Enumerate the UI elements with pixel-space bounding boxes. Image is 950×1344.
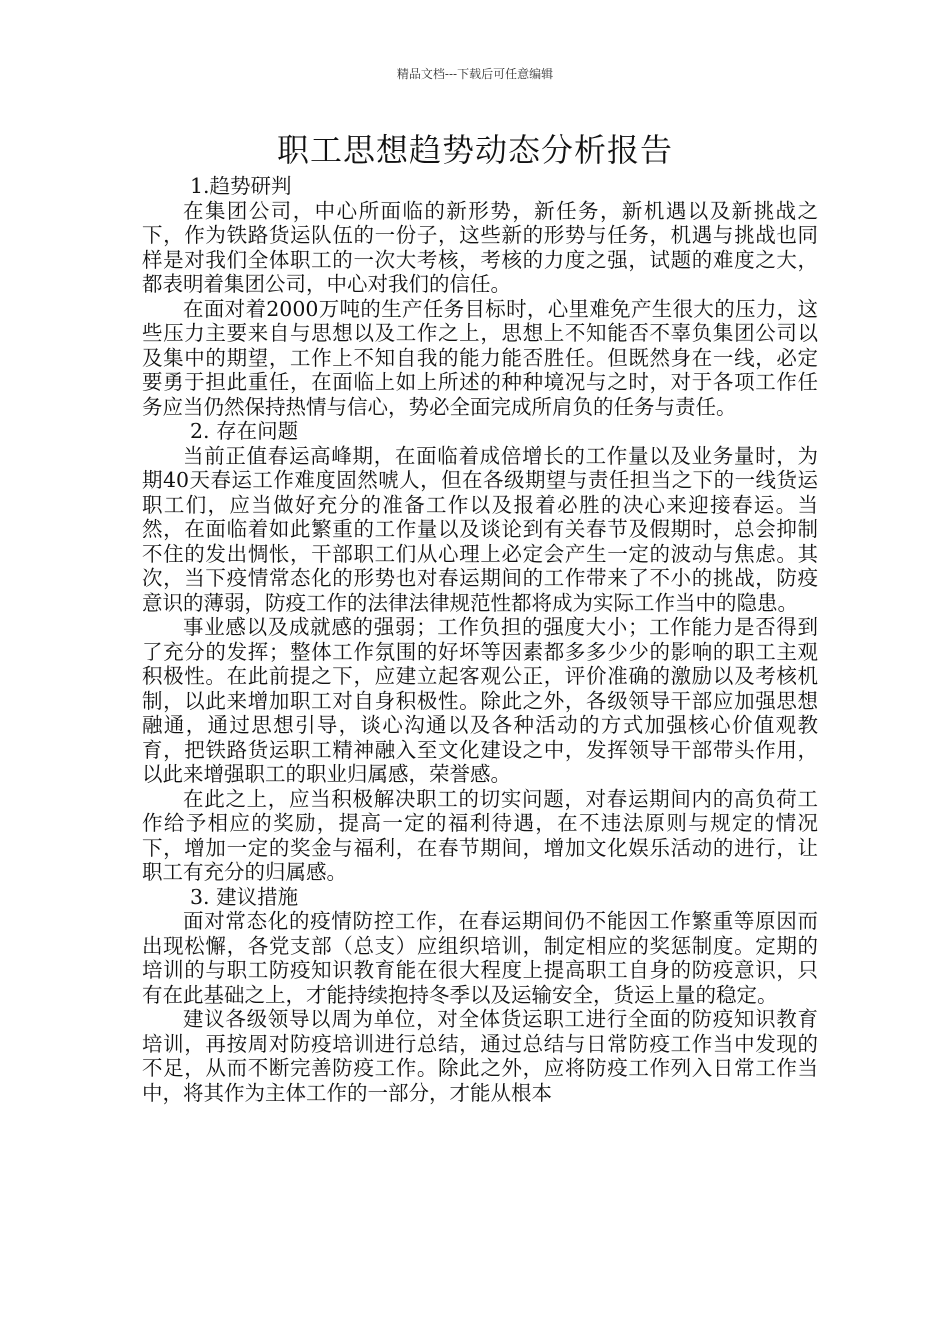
paragraph: 面对常态化的疫情防控工作，在春运期间仍不能因工作繁重等原因而出现松懈，各党支部（总支）应组织培训，制定相应的奖惩制度。定期的培训的与职工防疫知识教育能在很大程度上提高职工自身的防疫意识，只有在此基础之上，才能持续抱持冬季以及运输安全，货运上量的稳定。: [142, 909, 818, 1007]
document-body: [142, 174, 818, 1105]
paragraph: 在面对着2000万吨的生产任务目标时，心里难免产生很大的压力，这些压力主要来自与思想以及工作之上，思想上不知能否不辜负集团公司以及集中的期望，工作上不知自我的能力能否胜任。但既然身在一线，必定要勇于担此重任，在面临上如上所述的种种境况与之时，对于各项工作任务应当仍然保持热情与信心，势必全面完成所肩负的任务与责任。: [142, 296, 818, 419]
paragraph: 事业感以及成就感的强弱；工作负担的强度大小；工作能力是否得到了充分的发挥；整体工作氛围的好坏等因素都多多少少的影响的职工主观积极性。在此前提之下，应建立起客观公正，评价准确的激励以及考核机制，以此来增加职工对自身积极性。除此之外，各级领导干部应加强思想融通，通过思想引导，谈心沟通以及各种活动的方式加强核心价值观教育，把铁路货运职工精神融入至文化建设之中，发挥领导干部带头作用，以此来增强职工的职业归属感，荣誉感。: [142, 615, 818, 786]
document-title: 职工思想趋势动态分析报告: [276, 131, 673, 169]
paragraph: 建议各级领导以周为单位，对全体货运职工进行全面的防疫知识教育培训，再按周对防疫培训进行总结，通过总结与日常防疫工作当中发现的不足，从而不断完善防疫工作。除此之外，应将防疫工作列入日常工作当中，将其作为主体工作的一部分，才能从根本: [142, 1007, 818, 1105]
paragraph: 在此之上，应当积极解决职工的切实问题，对春运期间内的高负荷工作给予相应的奖励，提高一定的福利待遇，在不违法原则与规定的情况下，增加一定的奖金与福利，在春节期间，增加文化娱乐活动的进行，让职工有充分的归属感。: [142, 786, 818, 884]
header-note: 精品文档---下载后可任意编辑: [396, 67, 554, 81]
paragraph: 当前正值春运高峰期，在面临着成倍增长的工作量以及业务量时，为期40天春运工作难度固然唬人，但在各级期望与责任担当之下的一线货运职工们，应当做好充分的准备工作以及报着必胜的决心来迎接春运。当然，在面临着如此繁重的工作量以及谈论到有关春节及假期时，总会抑制不住的发出惆怅，干部职工们从心理上必定会产生一定的波动与焦虑。其次，当下疫情常态化的形势也对春运期间的工作带来了不小的挑战，防疫意识的薄弱，防疫工作的法律法律规范性都将成为实际工作当中的隐患。: [142, 443, 818, 615]
section-heading-suggestions: 3. 建议措施: [190, 884, 299, 909]
paragraph: 在集团公司，中心所面临的新形势，新任务，新机遇以及新挑战之下，作为铁路货运队伍的一份子，这些新的形势与任务，机遇与挑战也同样是对我们全体职工的一次大考核，考核的力度之强，试题的难度之大，都表明着集团公司，中心对我们的信任。: [142, 198, 818, 296]
section-heading-trend: 1.趋势研判: [190, 174, 292, 198]
section-heading-problems: 2. 存在问题: [190, 419, 299, 443]
